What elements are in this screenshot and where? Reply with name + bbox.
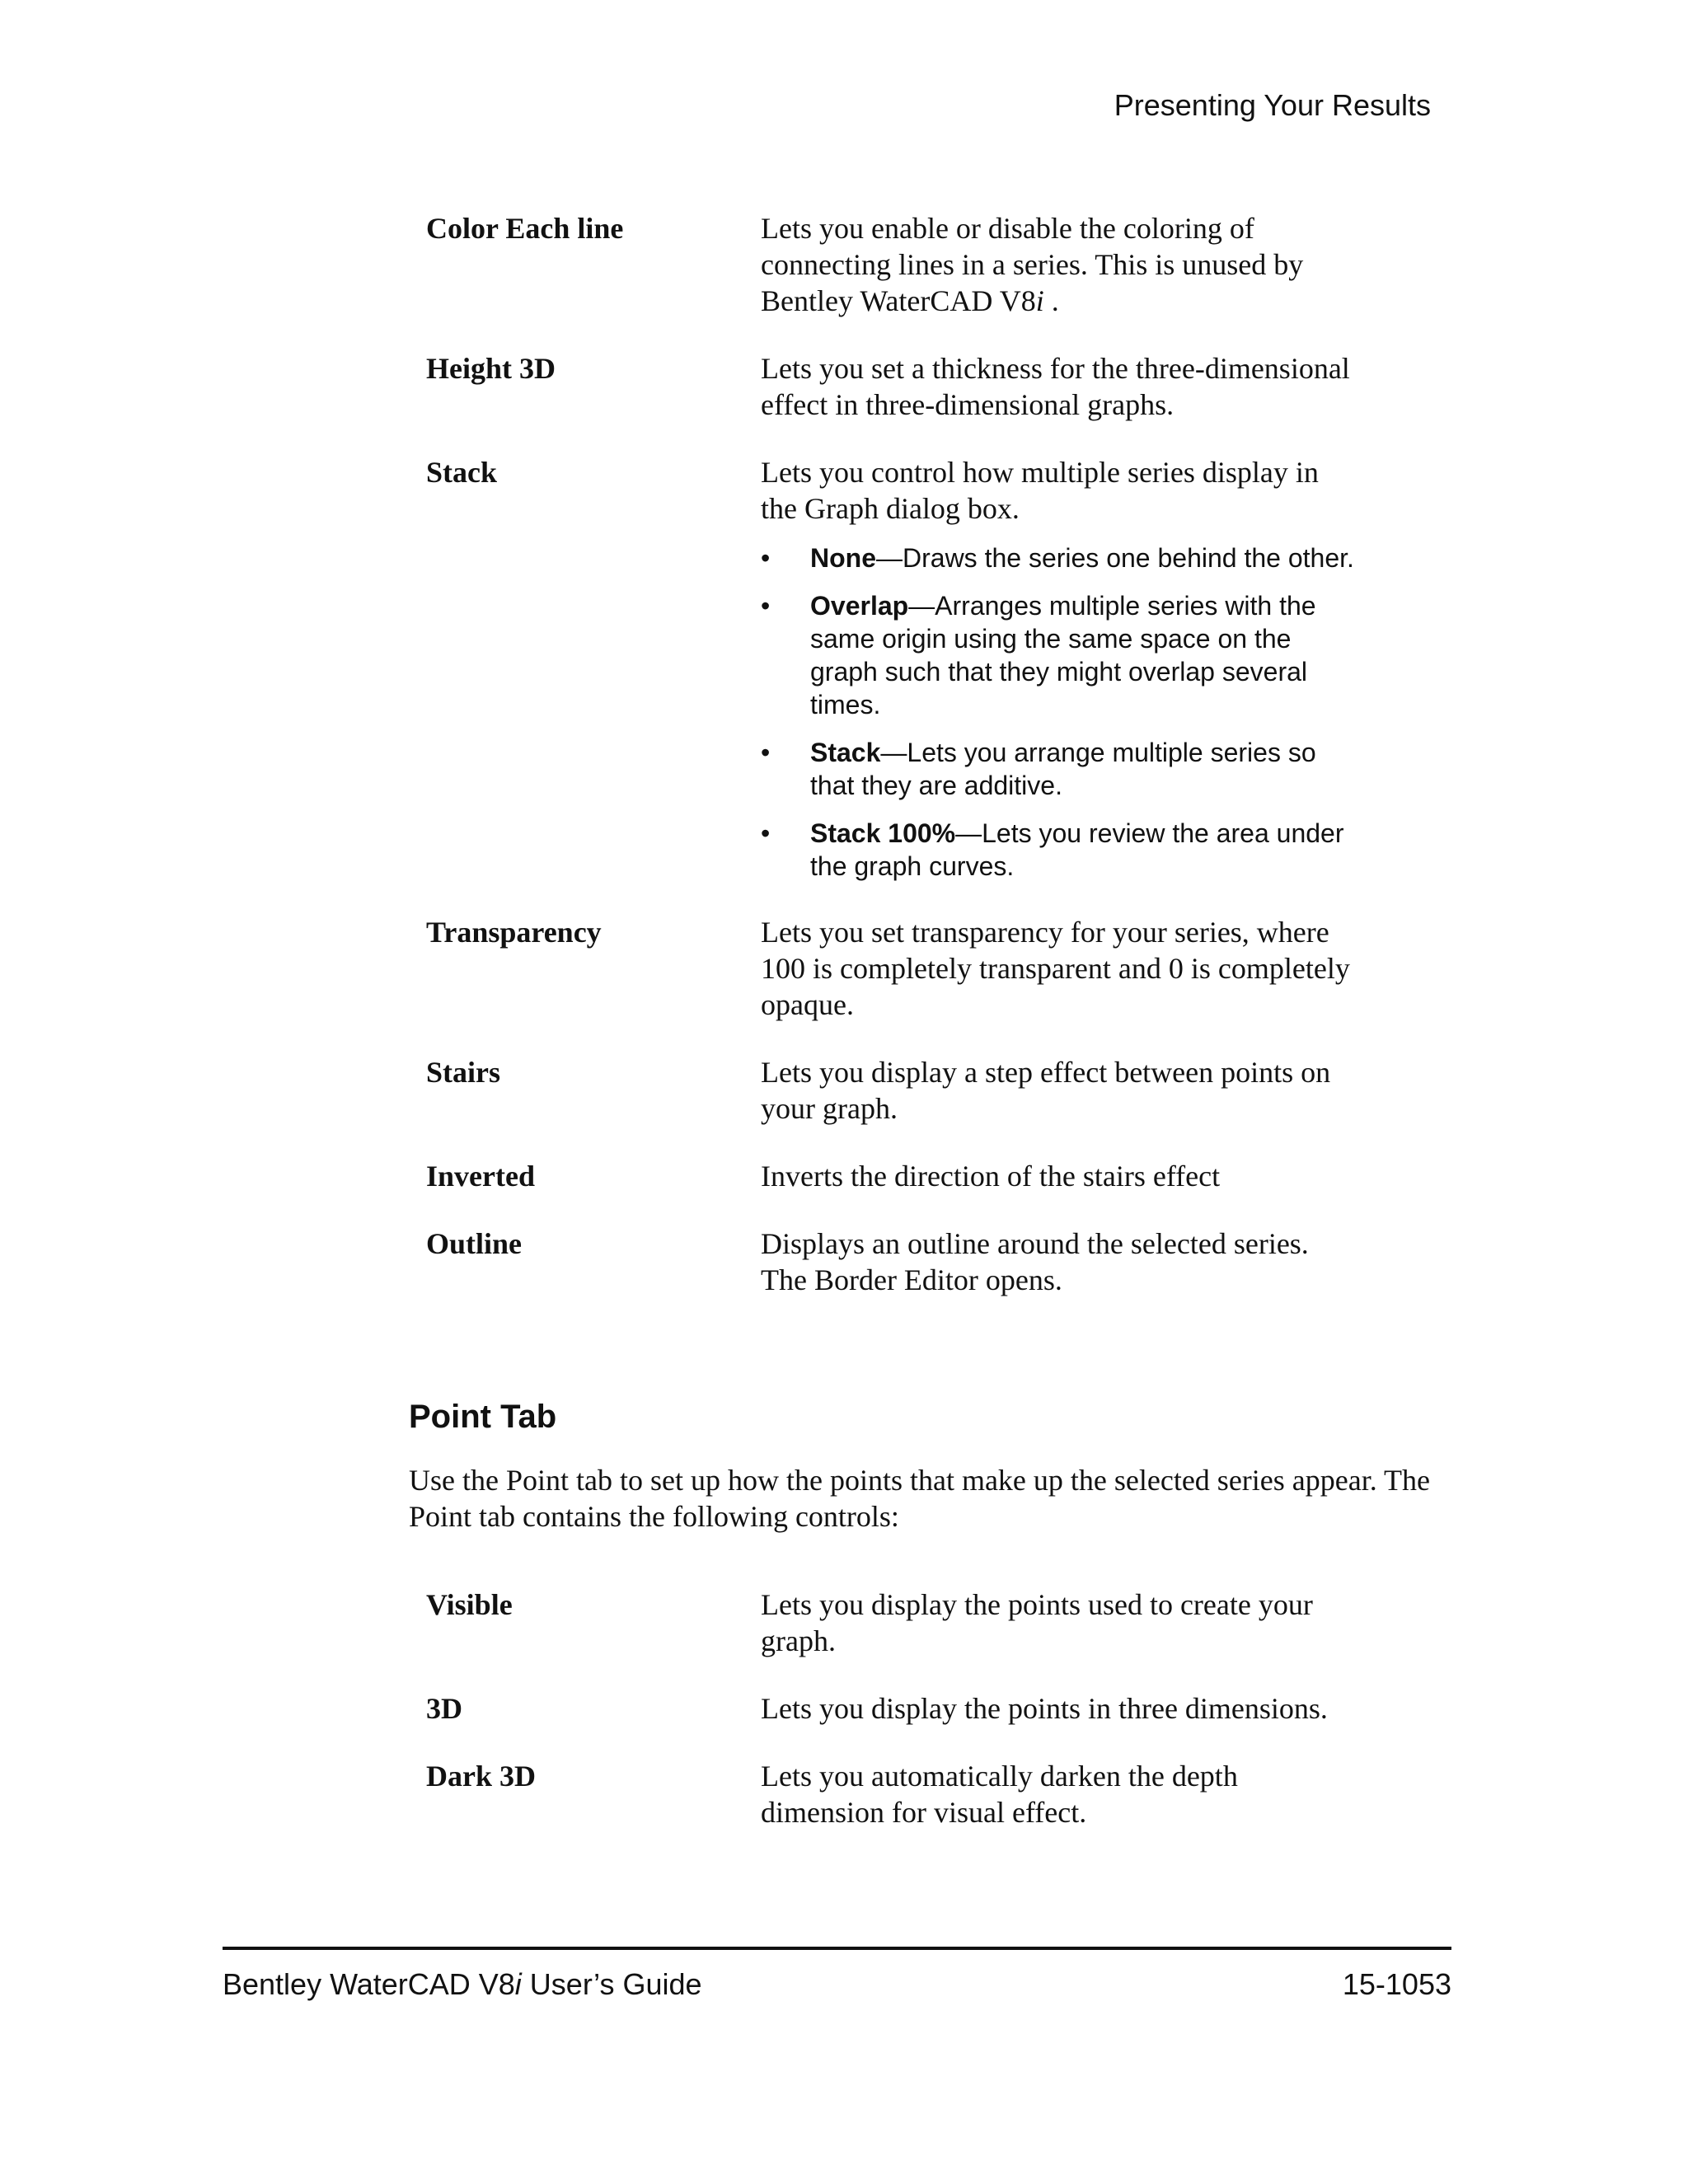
option-name: None — [810, 543, 876, 573]
section-heading-point-tab: Point Tab — [409, 1399, 557, 1435]
bullet-icon: • — [761, 543, 771, 573]
stack-option-none — [761, 541, 1354, 574]
description-text: Displays an outline around the selected series. The Border Editor opens. — [761, 1227, 1309, 1296]
point-tab-table — [426, 1586, 1374, 1862]
series-properties-table — [426, 210, 1374, 1329]
description-text: Inverts the direction of the stairs effect — [761, 1160, 1221, 1193]
page-number: 15-1053 — [1342, 1967, 1451, 2001]
description-outline — [761, 1226, 1354, 1298]
description-height-3d — [761, 350, 1354, 423]
term-stairs: Stairs — [426, 1056, 500, 1089]
option-text: —Lets you arrange multiple series so that they are additive. — [810, 738, 1316, 800]
definition-row-outline — [426, 1226, 1374, 1298]
description-3d — [761, 1690, 1354, 1727]
bullet-icon: • — [761, 818, 771, 848]
description-visible — [761, 1586, 1354, 1659]
definition-row-color-each-line — [426, 210, 1374, 319]
definition-row-stack — [426, 454, 1374, 883]
footer-title-italic: i — [514, 1967, 522, 2001]
stack-option-overlap — [761, 589, 1354, 721]
definition-row-inverted — [426, 1158, 1374, 1194]
option-name: Stack 100% — [810, 818, 956, 848]
description-text: Lets you display the points used to create your graph. — [761, 1588, 1313, 1657]
description-text: Lets you display a step effect between points on your graph. — [761, 1056, 1331, 1125]
option-name: Stack — [810, 738, 881, 767]
footer-document-title — [223, 1966, 702, 2003]
description-dark-3d — [761, 1758, 1354, 1830]
definition-row-stairs — [426, 1054, 1374, 1127]
option-name: Overlap — [810, 591, 909, 621]
description-color-each-line — [761, 210, 1354, 319]
description-text: Lets you automatically darken the depth dimension for visual effect. — [761, 1760, 1238, 1829]
stack-options-list — [761, 541, 1354, 883]
term-color-each-line: Color Each line — [426, 212, 624, 245]
description-text: Lets you display the points in three dimensions. — [761, 1692, 1328, 1725]
option-text: —Lets you review the area under the graph curves. — [810, 818, 1344, 881]
definition-row-visible — [426, 1586, 1374, 1659]
term-3d: 3D — [426, 1692, 462, 1725]
definition-row-dark-3d — [426, 1758, 1374, 1830]
term-dark-3d: Dark 3D — [426, 1760, 536, 1793]
description-suffix-text: . — [1043, 284, 1059, 317]
section-intro: Use the Point tab to set up how the points that make up the selected series appear. The Point tab contains the following controls: — [409, 1464, 1431, 1533]
description-text: Lets you control how multiple series display in the Graph dialog box. — [761, 456, 1319, 525]
running-header: Presenting Your Results — [1114, 88, 1431, 122]
description-stairs — [761, 1054, 1354, 1127]
description-text: Lets you enable or disable the coloring of connecting lines in a series. This is unused by Bentley WaterCAD V8 — [761, 212, 1304, 317]
description-stack — [761, 454, 1354, 883]
description-text: Lets you set a thickness for the three-dimensional effect in three-dimensional graphs. — [761, 352, 1350, 421]
footer-title-suffix: User’s Guide — [521, 1967, 702, 2001]
term-visible: Visible — [426, 1588, 513, 1621]
definition-row-height-3d — [426, 350, 1374, 423]
bullet-icon: • — [761, 591, 771, 621]
footer-divider — [223, 1947, 1451, 1950]
definition-row-3d — [426, 1690, 1374, 1727]
stack-option-stack — [761, 736, 1354, 802]
stack-option-stack-100 — [761, 817, 1354, 883]
term-inverted: Inverted — [426, 1160, 535, 1193]
description-italic-text: i — [1035, 284, 1044, 317]
option-text: —Draws the series one behind the other. — [876, 543, 1354, 573]
term-stack: Stack — [426, 456, 498, 489]
definition-row-transparency — [426, 914, 1374, 1023]
description-inverted — [761, 1158, 1354, 1194]
bullet-icon: • — [761, 738, 771, 767]
option-text: —Arranges multiple series with the same origin using the same space on the graph such that they might overlap several times. — [810, 591, 1316, 719]
description-transparency — [761, 914, 1354, 1023]
term-outline: Outline — [426, 1227, 523, 1260]
footer-title-text: Bentley WaterCAD V8 — [223, 1967, 515, 2001]
term-height-3d: Height 3D — [426, 352, 556, 385]
term-transparency: Transparency — [426, 916, 602, 949]
description-text: Lets you set transparency for your series, where 100 is completely transparent and 0 is completely opaque. — [761, 916, 1350, 1021]
